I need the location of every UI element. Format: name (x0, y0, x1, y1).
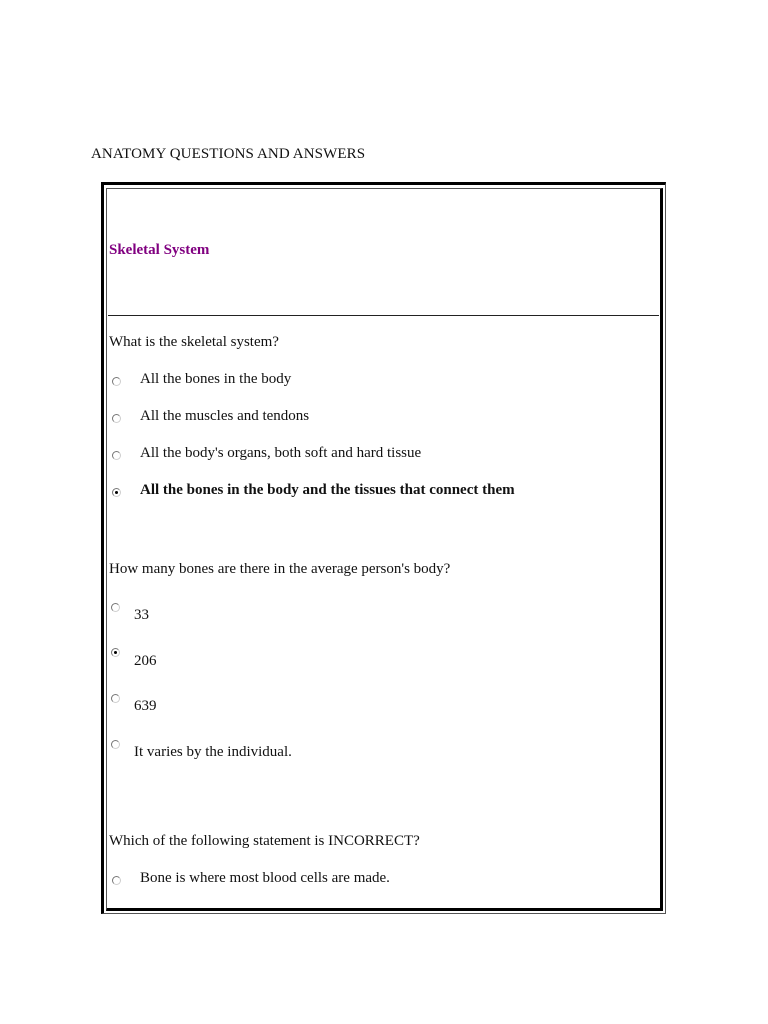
question-1-option-4-label: All the bones in the body and the tissues that connect them (140, 482, 515, 498)
question-2-option-4-label: It varies by the individual. (134, 744, 292, 760)
question-1-option-3-radio[interactable] (112, 451, 121, 460)
question-1-option-1-radio[interactable] (112, 377, 121, 386)
question-2-option-1-label: 33 (134, 607, 149, 623)
question-1-option-2-radio[interactable] (112, 414, 121, 423)
question-1-option-3-label: All the body's organs, both soft and hard tissue (140, 445, 422, 461)
question-1-prompt: What is the skeletal system? (109, 334, 279, 350)
section-title: Skeletal System (109, 242, 210, 258)
question-3-option-1-label: Bone is where most blood cells are made. (140, 870, 390, 886)
question-2-option-4-radio[interactable] (111, 740, 120, 749)
question-3-prompt: Which of the following statement is INCORRECT? (109, 833, 420, 849)
question-2-prompt: How many bones are there in the average person's body? (109, 561, 451, 577)
question-3-option-1-radio[interactable] (112, 876, 121, 885)
section-divider (108, 315, 659, 316)
question-1-option-1-label: All the bones in the body (140, 371, 292, 387)
question-2-option-2-radio[interactable] (111, 648, 120, 657)
question-2-option-1-radio[interactable] (111, 603, 120, 612)
question-2-option-3-radio[interactable] (111, 694, 120, 703)
quiz-frame-inner (106, 188, 663, 911)
question-2-option-3-label: 639 (134, 698, 157, 714)
document-title: ANATOMY QUESTIONS AND ANSWERS (91, 146, 366, 162)
question-2-option-2-label: 206 (134, 653, 157, 669)
question-1-option-4-radio[interactable] (112, 488, 121, 497)
question-1-option-2-label: All the muscles and tendons (140, 408, 310, 424)
